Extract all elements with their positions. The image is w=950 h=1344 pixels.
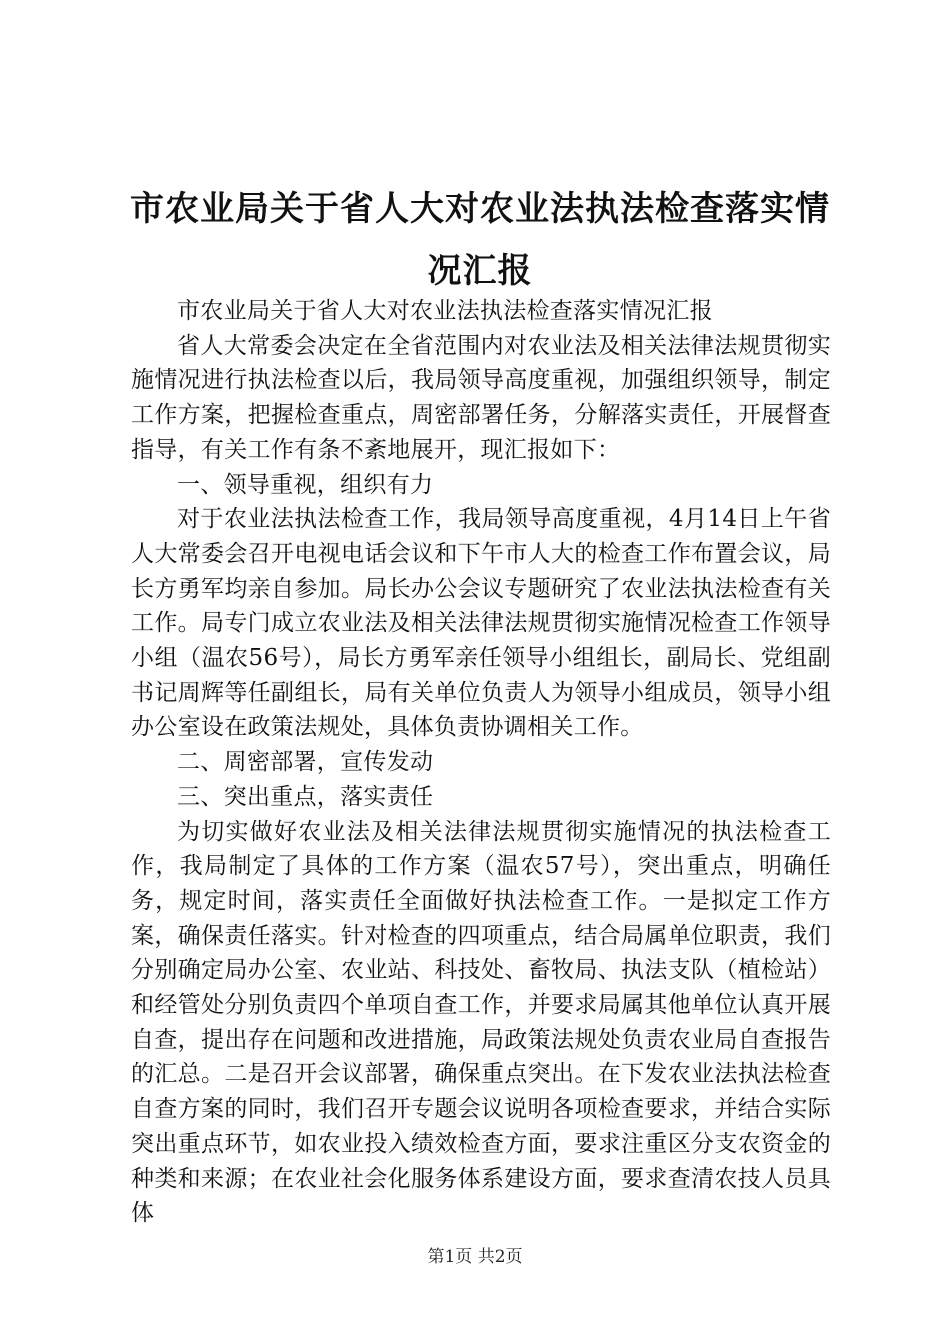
paragraph-section-1: 对于农业法执法检查工作，我局领导高度重视，4月14日上午省人大常委会召开电视电话会议和下午市人大的检查工作布置会议，局长方勇军均亲自参加。局长办公会议专题研究了农业法执法检查有关工作。局专门成立农业法及相关法律法规贯彻实施情况检查工作领导小组（温农56号），局长方勇军亲任领导小组组长，副局长、党组副书记周辉等任副组长，局有关单位负责人为领导小组成员，领导小组办公室设在政策法规处，具体负责协调相关工作。: [131, 506, 831, 741]
document-body: [131, 294, 831, 1231]
page-footer: 第1页 共2页: [427, 1247, 523, 1267]
paragraph-section-3: 为切实做好农业法及相关法律法规贯彻实施情况的执法检查工作，我局制定了具体的工作方案（温农57号），突出重点，明确任务，规定时间，落实责任全面做好执法检查工作。一是拟定工作方案，确保责任落实。针对检查的四项重点，结合局属单位职责，我们分别确定局办公室、农业站、科技处、畜牧局、执法支队（植检站）和经管处分别负责四个单项自查工作，并要求局属其他单位认真开展自查，提出存在问题和改进措施，局政策法规处负责农业局自查报告的汇总。二是召开会议部署，确保重点突出。在下发农业法执法检查自查方案的同时，我们召开专题会议说明各项检查要求，并结合实际突出重点环节，如农业投入绩效检查方面，要求注重区分支农资金的种类和来源；在农业社会化服务体系建设方面，要求查清农技人员具体: [131, 818, 831, 1227]
paragraph-heading-repeat: 市农业局关于省人大对农业法执法检查落实情况汇报: [177, 298, 713, 324]
section-heading-3: 三、突出重点，落实责任: [177, 783, 434, 810]
section-heading-1: 一、领导重视，组织有力: [177, 471, 434, 498]
document-title: 市农业局关于省人大对农业法执法检查落实情况汇报: [130, 189, 830, 291]
section-heading-2: 二、周密部署，宣传发动: [177, 749, 434, 776]
paragraph-intro: 省人大常委会决定在全省范围内对农业法及相关法律法规贯彻实施情况进行执法检查以后，我局领导高度重视，加强组织领导，制定工作方案，把握检查重点，周密部署任务，分解落实责任，开展督查指导，有关工作有条不紊地展开，现汇报如下：: [131, 332, 831, 463]
